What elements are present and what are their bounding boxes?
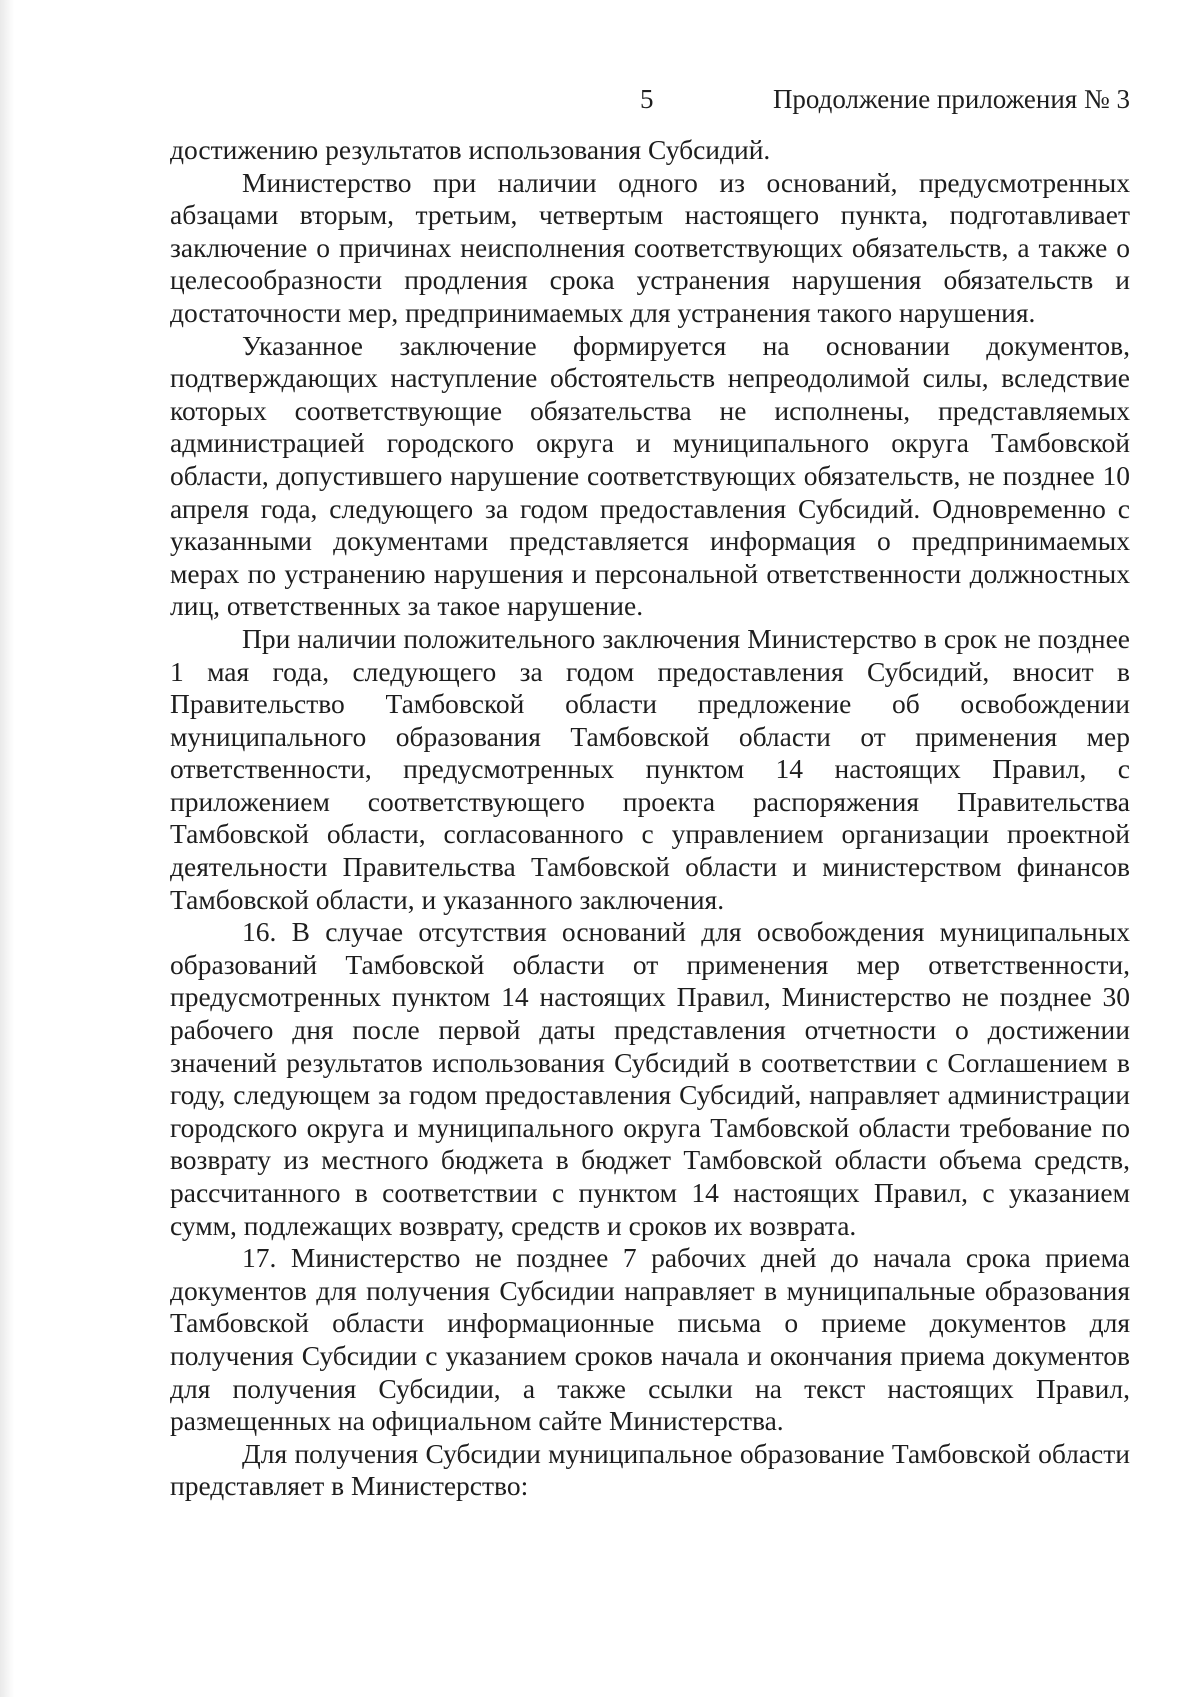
paragraph-positive-conclusion: При наличии положительного заключения Министерство в срок не позднее 1 мая года, следующего за годом предоставления Субсидий, вносит в Правительство Тамбовской области предложение об освобождении муниципального образования Тамбовской области от применения мер ответственности, предусмотренных пунктом 14 настоящих Правил, с приложением соответствующего проекта распоряжения Правительства Тамбовской области, согласованного с управлением организации проектной деятельности Правительства Тамбовской области и министерством финансов Тамбовской области, и указанного заключения.: [170, 622, 1130, 915]
document-body: [170, 134, 1130, 1503]
paragraph-conclusion-basis: Указанное заключение формируется на основании документов, подтверждающих наступление обстоятельств непреодолимой силы, вследствие которых соответствующие обязательства не исполнены, представляемых администрацией городского округа и муниципального округа Тамбовской области, допустившего нарушение соответствующих обязательств, не позднее 10 апреля года, следующего за годом предоставления Субсидий. Одновременно с указанными документами представляется информация о предпринимаемых мерах по устранению нарушения и персональной ответственности должностных лиц, ответственных за такое нарушение.: [170, 329, 1130, 622]
paragraph-continuation: достижению результатов использования Субсидий.: [170, 134, 771, 165]
scan-margin-shadow: [0, 0, 14, 1697]
page-header: [170, 78, 1130, 134]
appendix-continuation-title: Продолжение приложения № 3: [772, 84, 1130, 114]
paragraph-item-16: 16. В случае отсутствия оснований для освобождения муниципальных образований Тамбовской области от применения мер ответственности, предусмотренных пунктом 14 настоящих Правил, Министерство не позднее 30 рабочего дня после первой даты представления отчетности о достижении значений результатов использования Субсидий в соответствии с Соглашением в году, следующем за годом предоставления Субсидий, направляет администрации городского округа и муниципального округа Тамбовской области требование по возврату из местного бюджета в бюджет Тамбовской области объема средств, рассчитанного в соответствии с пунктом 14 настоящих Правил, с указанием сумм, подлежащих возврату, средств и сроков их возврата.: [170, 916, 1130, 1241]
page-number: 5: [640, 84, 654, 114]
paragraph-subsidy-request: Для получения Субсидии муниципальное образование Тамбовской области представляет в Министерство:: [170, 1437, 1130, 1502]
paragraph-item-17: 17. Министерство не позднее 7 рабочих дней до начала срока приема документов для получения Субсидии направляет в муниципальные образования Тамбовской области информационные письма о приеме документов для получения Субсидии с указанием сроков начала и окончания приема документов для получения Субсидии, а также ссылки на текст настоящих Правил, размещенных на официальном сайте Министерства.: [170, 1242, 1130, 1437]
paragraph-ministry-conclusion: Министерство при наличии одного из оснований, предусмотренных абзацами вторым, третьим, четвертым настоящего пункта, подготавливает заключение о причинах неисполнения соответствующих обязательств, а также о целесообразности продления срока устранения нарушения обязательств и достаточности мер, предпринимаемых для устранения такого нарушения.: [170, 166, 1130, 328]
document-page: [170, 78, 1130, 1503]
